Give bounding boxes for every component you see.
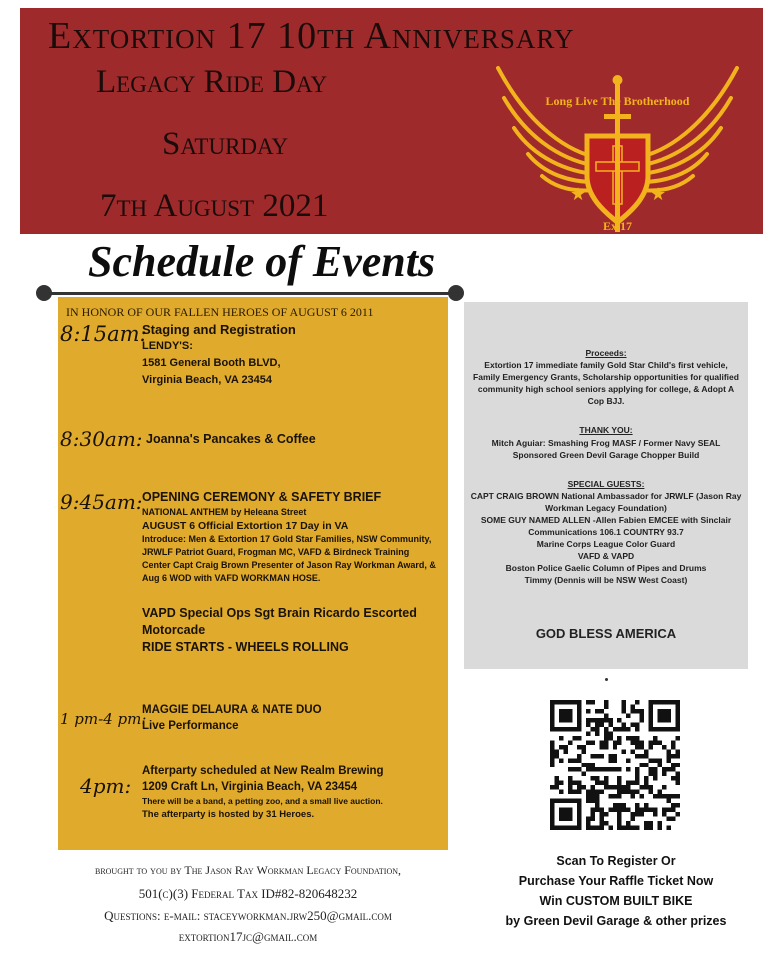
proceeds-heading: Proceeds:: [585, 348, 627, 358]
divider-dot-right: [448, 285, 464, 301]
registration-qr-code[interactable]: [550, 700, 680, 830]
event-day: Saturday: [162, 126, 289, 162]
event-details: [142, 489, 442, 656]
guest-item: Boston Police Gaelic Column of Pipes and Drums: [505, 563, 707, 573]
event-ride: RIDE STARTS - WHEELS ROLLING: [142, 640, 349, 654]
event-note: The afterparty is hosted by 31 Heroes.: [142, 809, 315, 820]
footer-email-link[interactable]: Questions: e-mail: staceyworkman.jrw250@gmail.com: [104, 908, 392, 923]
guest-item: SOME GUY NAMED ALLEN -Allen Fabien EMCEE with Sinclair Communications 106.1 COUNTRY 93.7: [480, 515, 732, 537]
event-line: Staging and Registration: [142, 322, 296, 337]
event-details: [142, 702, 432, 734]
event-line: 1581 General Booth BLVD,: [142, 357, 281, 369]
guests-list: [470, 490, 742, 586]
guests-heading: SPECIAL GUESTS:: [567, 479, 645, 489]
event-time: 8:15am:: [60, 322, 147, 346]
footer-tax-id: 501(c)(3) Federal Tax ID#82-820648232: [138, 886, 358, 901]
guest-item: VAFD & VAPD: [577, 551, 635, 561]
event-details: [142, 763, 442, 822]
guest-item: CAPT CRAIG BROWN National Ambassador for JRWLF (Jason Ray Workman Legacy Foundation): [470, 491, 742, 513]
event-line: LENDY'S:: [142, 340, 193, 352]
register-line: Purchase Your Raffle Ticket Now: [518, 874, 714, 888]
emblem-banner-text: Long Live The Brotherhood: [545, 94, 690, 108]
emblem-initials-text: Ex 17: [602, 219, 633, 233]
event-line: Virginia Beach, VA 23454: [142, 374, 273, 386]
brotherhood-emblem-logo: [490, 58, 745, 238]
event-details: [142, 321, 442, 389]
thanks-text: Mitch Aguiar: Smashing Frog MASF / Former Navy SEAL Sponsored Green Devil Garage Chopper Build: [491, 438, 721, 460]
divider-dot-left: [36, 285, 52, 301]
svg-text:★: ★: [650, 184, 667, 205]
schedule-title: Schedule of Events: [88, 237, 436, 286]
event-heading: OPENING CEREMONY & SAFETY BRIEF: [142, 490, 382, 504]
register-callout: [466, 851, 766, 931]
blessing-text: GOD BLESS AMERICA: [535, 626, 677, 641]
event-escort: VAPD Special Ops Sgt Brain Ricardo Escorted Motorcade: [142, 606, 417, 637]
footer-email-link[interactable]: extortion17jc@gmail.com: [178, 929, 318, 944]
event-line: Live Performance: [142, 720, 239, 732]
honor-line: IN HONOR OF OUR FALLEN HEROES OF AUGUST 6 2011: [66, 305, 374, 319]
event-line: Joanna's Pancakes & Coffee: [146, 432, 316, 446]
event-anthem: NATIONAL ANTHEM by Heleana Street: [142, 507, 307, 517]
event-subtitle: Legacy Ride Day: [96, 64, 328, 100]
dot-mark: [605, 678, 608, 681]
event-title: Extortion 17 10th Anniversary: [48, 15, 575, 57]
footer-foundation: brought to you by The Jason Ray Workman Legacy Foundation,: [94, 863, 402, 877]
event-line: 1209 Craft Ln, Virginia Beach, VA 23454: [142, 781, 358, 793]
event-line: Afterparty scheduled at New Realm Brewing: [142, 765, 384, 777]
register-line: Scan To Register Or: [556, 854, 676, 868]
register-line: Win CUSTOM BUILT BIKE: [539, 894, 693, 908]
svg-text:★: ★: [570, 184, 587, 205]
guest-item: Marine Corps League Color Guard: [536, 539, 676, 549]
event-time: 4pm:: [80, 774, 132, 798]
thanks-heading: THANK YOU:: [579, 425, 633, 435]
event-time: 1 pm-4 pm:: [60, 710, 147, 728]
event-time: 8:30am:: [60, 427, 143, 451]
event-intro: Introduce: Men & Extortion 17 Gold Star Families, NSW Community, JRWLF Patriot Guard, Frogman MC, VAFD & Birdneck Training Center Capt Craig Brown Presenter of Jason Ray Workman Award, & Aug 6 WOD with VAFD WORKMAN HOSE.: [142, 534, 436, 583]
register-line: by Green Devil Garage & other prizes: [505, 914, 727, 928]
title-divider: [42, 292, 457, 295]
event-time: 9:45am:: [60, 490, 143, 514]
guest-item: Timmy (Dennis will be NSW West Coast): [524, 575, 688, 585]
proceeds-text: Extortion 17 immediate family Gold Star Child's first vehicle, Family Emergency Grants, Scholarship opportunities for qualified community high school seniors applying for college, & Adopt A Cop BJJ.: [473, 360, 739, 406]
event-line: MAGGIE DELAURA & NATE DUO: [142, 704, 322, 716]
event-date: 7th August 2021: [100, 188, 329, 224]
event-aug6: AUGUST 6 Official Extortion 17 Day in VA: [142, 520, 349, 532]
header-banner: [20, 8, 763, 234]
event-note: There will be a band, a petting zoo, and a small live auction.: [142, 796, 383, 806]
